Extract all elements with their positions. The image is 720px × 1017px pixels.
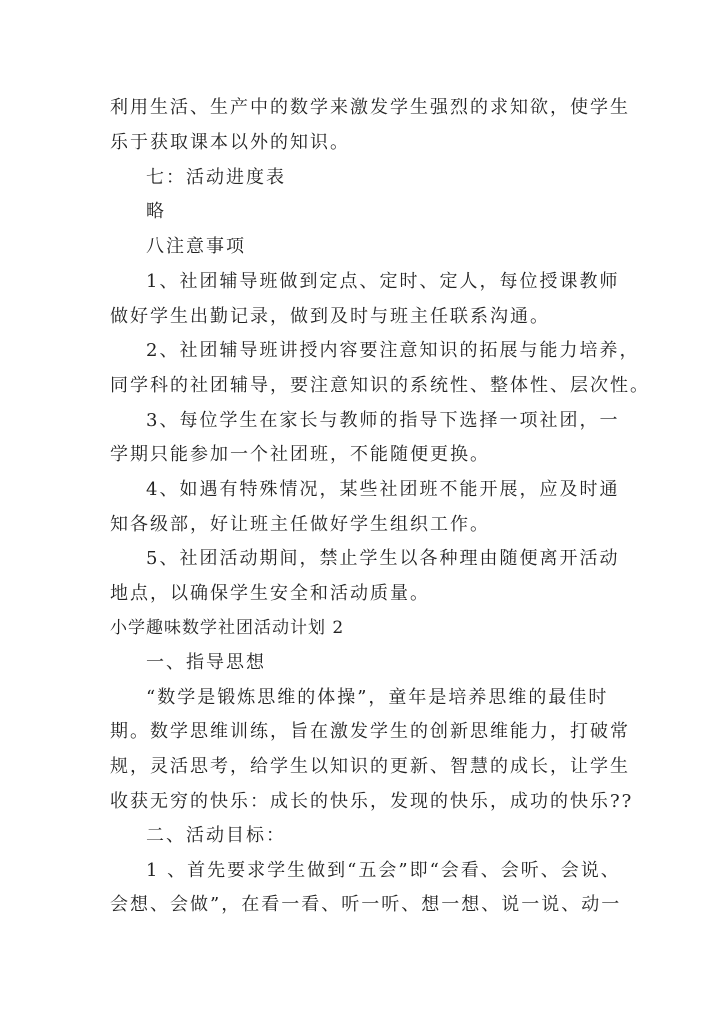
list-item-line: 会想、会做”，在看一看、听一听、想一想、说一说、动一 (110, 894, 622, 915)
body-text-line: 利用生活、生产中的数学来激发学生强烈的求知欲，使学生 (110, 97, 630, 118)
list-item-line: 2、社团辅导班讲授内容要注意知识的拓展与能力培养， (146, 340, 640, 361)
list-item-line: 4、如遇有特殊情况，某些社团班不能开展，应及时通 (146, 479, 620, 500)
section-heading-guiding-thought: 一、指导思想 (146, 652, 266, 673)
section-heading-goals: 二、活动目标： (146, 825, 286, 846)
list-item-line: 知各级部，好让班主任做好学生组织工作。 (110, 514, 490, 535)
list-item-line: 同学科的社团辅导，要注意知识的系统性、整体性、层次性。 (110, 375, 650, 396)
list-item-line: 做好学生出勤记录，做到及时与班主任联系沟通。 (110, 306, 550, 327)
body-text-line: 略 (146, 201, 166, 222)
body-text-line: “数学是锻炼思维的体操”，童年是培养思维的最佳时 (146, 687, 609, 708)
document-section-title: 小学趣味数学社团活动计划 2 (110, 618, 345, 638)
list-item-line: 5、社团活动期间，禁止学生以各种理由随便离开活动 (146, 548, 620, 569)
list-item-line: 学期只能参加一个社团班，不能随便更换。 (110, 444, 490, 465)
section-heading-schedule: 七：活动进度表 (146, 167, 286, 188)
body-text-line: 乐于获取课本以外的知识。 (110, 132, 350, 153)
body-text-line: 期。数学思维训练，旨在激发学生的创新思维能力，打破常 (110, 721, 630, 742)
section-heading-notes: 八注意事项 (146, 236, 246, 257)
list-item-line: 1 、首先要求学生做到“五会”即“会看、会听、会说、 (146, 860, 621, 881)
list-item-line: 1、社团辅导班做到定点、定时、定人，每位授课教师 (146, 271, 620, 292)
list-item-line: 3、每位学生在家长与教师的指导下选择一项社团，一 (146, 410, 620, 431)
list-item-line: 地点，以确保学生安全和活动质量。 (110, 583, 430, 604)
body-text-line: 收获无穷的快乐：成长的快乐，发现的快乐，成功的快乐?? (110, 791, 634, 812)
body-text-line: 规，灵活思考，给学生以知识的更新、智慧的成长，让学生 (110, 756, 630, 777)
